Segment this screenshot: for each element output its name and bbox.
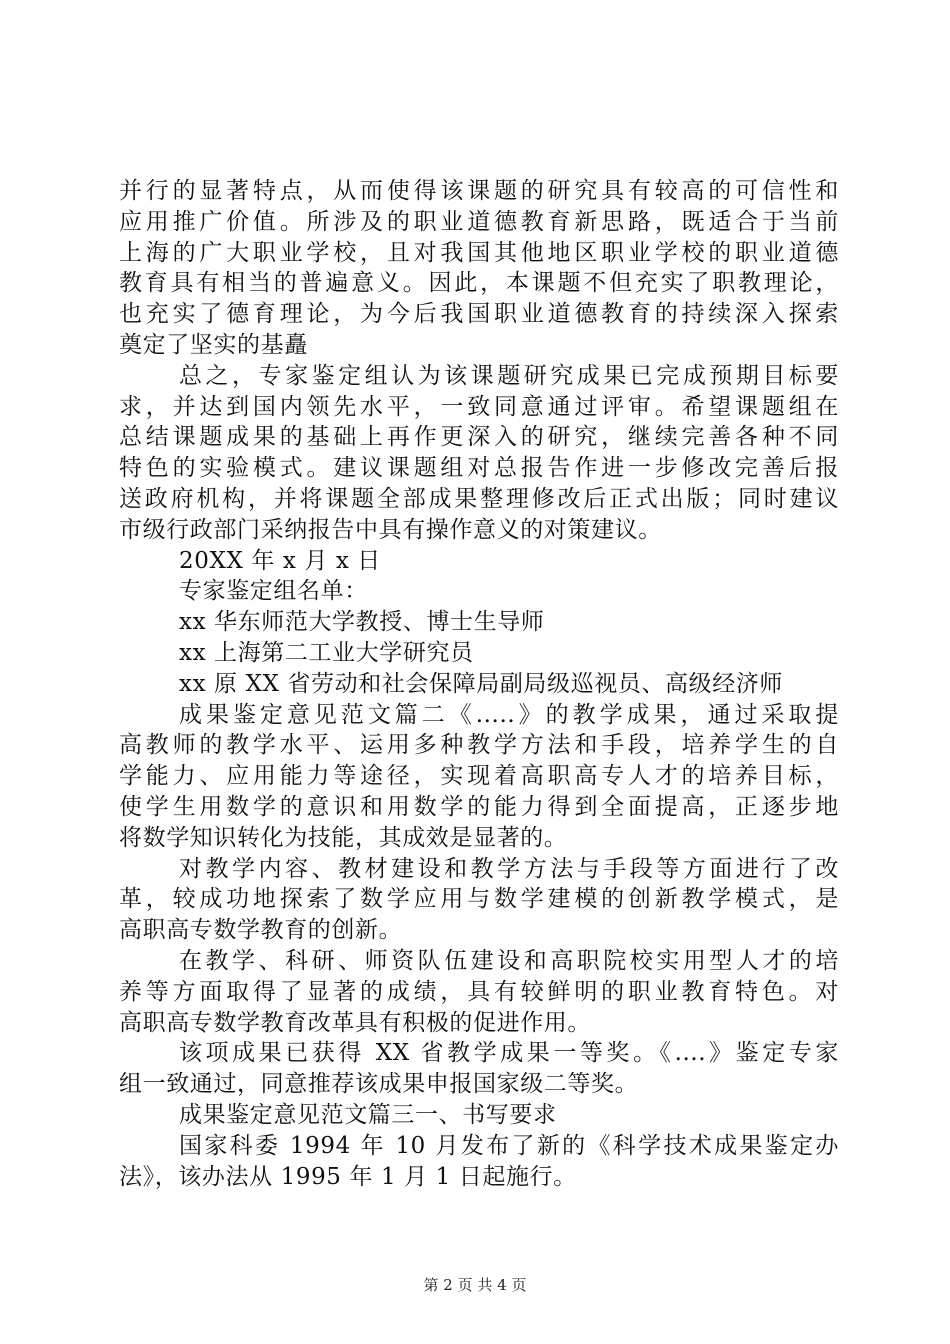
text-line: 高教师的教学水平、运用多种教学方法和手段，培养学生的自 bbox=[119, 732, 839, 759]
text-line: 成果鉴定意见范文篇三一、书写要求 bbox=[179, 1101, 557, 1128]
text-line: 在教学、科研、师资队伍建设和高职院校实用型人才的培 bbox=[179, 947, 839, 974]
text-line: 应用推广价值。所涉及的职业道德教育新思路，既适合于当前 bbox=[119, 208, 839, 235]
text-line: 教育具有相当的普遍意义。因此，本课题不但充实了职教理论， bbox=[119, 270, 839, 297]
text-line: 20XX 年 x 月 x 日 bbox=[179, 547, 381, 574]
text-line: 高职高专数学教育的创新。 bbox=[119, 917, 403, 944]
text-line: 专家鉴定组名单： bbox=[179, 578, 368, 605]
text-line: 对教学内容、教材建设和教学方法与手段等方面进行了改 bbox=[179, 855, 839, 882]
text-line: 国家科委 1994 年 10 月发布了新的《科学技术成果鉴定办 bbox=[179, 1132, 839, 1159]
text-line: 总结课题成果的基础上再作更深入的研究，继续完善各种不同 bbox=[119, 424, 839, 451]
text-line: xx 上海第二工业大学研究员 bbox=[179, 639, 474, 666]
page-footer: 第 2 页 共 4 页 bbox=[423, 1276, 527, 1294]
text-line: 总之，专家鉴定组认为该课题研究成果已完成预期目标要 bbox=[179, 362, 839, 389]
text-line: xx 华东师范大学教授、博士生导师 bbox=[179, 609, 545, 636]
text-line: xx 原 XX 省劳动和社会保障局副局级巡视员、高级经济师 bbox=[179, 670, 784, 697]
text-line: 奠定了坚实的基矗 bbox=[119, 331, 308, 358]
text-line: 学能力、应用能力等途径，实现着高职高专人才的培养目标， bbox=[119, 763, 839, 790]
text-line: 并行的显著特点，从而使得该课题的研究具有较高的可信性和 bbox=[119, 178, 839, 204]
text-line: 也充实了德育理论，为今后我国职业道德教育的持续深入探索 bbox=[119, 301, 839, 328]
text-line: 市级行政部门采纳报告中具有操作意义的对策建议。 bbox=[119, 516, 662, 543]
text-line: 组一致通过，同意推荐该成果申报国家级二等奖。 bbox=[119, 1071, 639, 1098]
text-line: 高职高专数学教育改革具有积极的促进作用。 bbox=[119, 1009, 591, 1036]
document-body bbox=[119, 176, 839, 1192]
text-line: 使学生用数学的意识和用数学的能力得到全面提高，正逐步地 bbox=[119, 793, 839, 820]
text-line: 将数学知识转化为技能，其成效是显著的。 bbox=[119, 824, 568, 851]
text-line: 特色的实验模式。建议课题组对总报告作进一步修改完善后报 bbox=[119, 455, 839, 482]
text-line: 上海的广大职业学校，且对我国其他地区职业学校的职业道德 bbox=[119, 239, 839, 266]
text-line: 革，较成功地探索了数学应用与数学建模的创新教学模式，是 bbox=[119, 886, 839, 913]
text-line: 法》，该办法从 1995 年 1 月 1 日起施行。 bbox=[119, 1163, 577, 1190]
text-line: 养等方面取得了显著的成绩，具有较鲜明的职业教育特色。对 bbox=[119, 978, 839, 1005]
text-line: 送政府机构，并将课题全部成果整理修改后正式出版；同时建议 bbox=[119, 485, 839, 512]
text-line: 该项成果已获得 XX 省教学成果一等奖。《....》鉴定专家 bbox=[179, 1040, 839, 1067]
text-line: 成果鉴定意见范文篇二《.....》的教学成果，通过采取提 bbox=[179, 701, 839, 728]
text-line: 求，并达到国内领先水平，一致同意通过评审。希望课题组在 bbox=[119, 393, 839, 420]
